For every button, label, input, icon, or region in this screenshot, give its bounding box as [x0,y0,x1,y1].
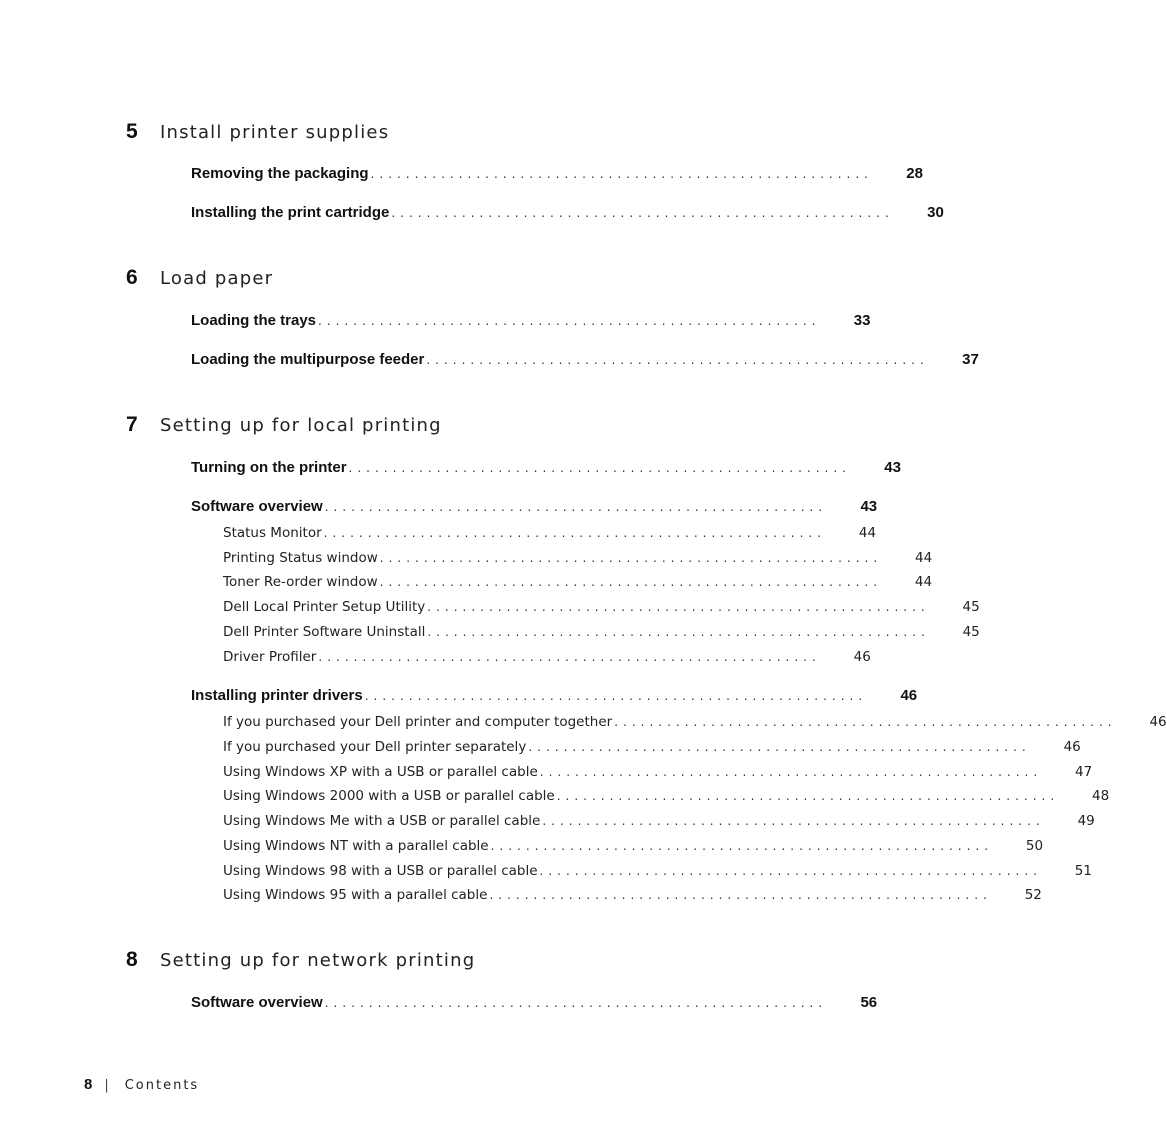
toc-subentry[interactable] [223,649,871,669]
chapter-title[interactable]: Setting up for local printing [160,415,442,436]
leader-dots: ......................................................... [364,689,868,703]
leader-dots: ......................................................... [539,765,1043,779]
toc-entry-label[interactable]: Installing the print cartridge [191,204,390,221]
toc-entry-label[interactable]: Loading the trays [191,312,317,329]
toc-subentry-page[interactable]: 48 [1091,788,1110,804]
toc-subentry-page[interactable]: 44 [914,574,933,590]
chapter-title[interactable]: Install printer supplies [160,122,390,143]
toc-subentry-label[interactable]: Using Windows Me with a USB or parallel cable [223,813,541,829]
chapter-number: 7 [126,413,138,436]
chapter-heading [126,413,442,441]
toc-subentry-label[interactable]: Using Windows 2000 with a USB or parallel cable [223,788,555,804]
leader-dots: ......................................................... [379,551,883,565]
footer-section-name: Contents [124,1078,200,1093]
page-footer [84,1076,199,1096]
toc-subentry[interactable] [223,624,980,644]
toc-subentry-page[interactable]: 47 [1075,764,1093,780]
toc-subentry[interactable] [223,838,1044,858]
leader-dots: ......................................................... [426,353,929,367]
leader-dots: ......................................................... [539,864,1042,878]
chapter-heading [126,120,389,148]
toc-subentry-label[interactable]: Dell Local Printer Setup Utility [223,599,426,615]
toc-entry-page[interactable]: 56 [860,994,878,1011]
toc-subentry-page[interactable]: 46 [853,649,871,665]
leader-dots: ......................................................... [556,789,1060,803]
leader-dots: ......................................................... [490,839,994,853]
toc-subentry-page[interactable]: 50 [1025,838,1044,854]
leader-dots: ......................................................... [489,888,992,902]
toc-subentry-label[interactable]: Using Windows 98 with a USB or parallel cable [223,863,538,879]
toc-subentry-page[interactable]: 46 [1149,714,1167,730]
toc-subentry[interactable] [223,739,1081,759]
toc-subentry[interactable] [223,788,1110,808]
toc-subentry[interactable] [223,714,1167,734]
footer-page-number: 8 [84,1076,93,1093]
chapter-number: 8 [126,948,138,971]
toc-entry-label[interactable]: Software overview [191,498,323,515]
toc-entry-page[interactable]: 28 [906,165,923,182]
leader-dots: ......................................................... [427,600,930,614]
footer-separator: | [104,1078,109,1093]
chapter-title[interactable]: Load paper [160,268,274,289]
toc-entry-label[interactable]: Software overview [191,994,323,1011]
leader-dots: ......................................................... [348,461,851,475]
toc-subentry[interactable] [223,525,877,545]
chapter-heading [126,948,475,976]
chapter-title[interactable]: Setting up for network printing [160,950,476,971]
leader-dots: ......................................................... [614,715,1117,729]
toc-entry-page[interactable]: 37 [962,351,979,368]
leader-dots: ......................................................... [528,740,1031,754]
toc-entry-page[interactable]: 30 [927,204,944,221]
toc-subentry-label[interactable]: Printing Status window [223,550,378,566]
toc-entry-page[interactable]: 43 [860,498,878,515]
toc-entry-page[interactable]: 46 [900,687,918,704]
leader-dots: ......................................................... [542,814,1045,828]
leader-dots: ......................................................... [370,167,873,181]
toc-subentry-page[interactable]: 44 [915,550,933,566]
chapter-number: 5 [126,120,138,143]
toc-subentry[interactable] [223,599,980,619]
leader-dots: ......................................................... [318,314,821,328]
toc-entry-page[interactable]: 43 [884,459,901,476]
toc-subentry-label[interactable]: Using Windows NT with a parallel cable [223,838,489,854]
toc-subentry[interactable] [223,813,1095,833]
toc-subentry-label[interactable]: Using Windows XP with a USB or parallel cable [223,764,538,780]
toc-subentry-label[interactable]: Dell Printer Software Uninstall [223,624,426,640]
toc-subentry-page[interactable]: 46 [1063,739,1081,755]
toc-subentry[interactable] [223,764,1093,784]
leader-dots: ......................................................... [324,500,828,514]
toc-subentry-label[interactable]: Status Monitor [223,525,322,541]
toc-subentry-page[interactable]: 52 [1024,887,1042,903]
toc-subentry[interactable] [223,574,933,594]
toc-entry[interactable] [191,459,901,479]
toc-entry[interactable] [191,165,923,185]
toc-subentry-page[interactable]: 45 [962,599,980,615]
chapter-heading [126,266,273,294]
toc-entry-label[interactable]: Removing the packaging [191,165,369,182]
chapter-number: 6 [126,266,138,289]
toc-subentry-page[interactable]: 45 [962,624,980,640]
leader-dots: ......................................................... [323,526,827,540]
toc-entry[interactable] [191,687,918,707]
toc-entry-label[interactable]: Turning on the printer [191,459,347,476]
toc-subentry-label[interactable]: Using Windows 95 with a parallel cable [223,887,488,903]
toc-entry[interactable] [191,994,878,1014]
toc-subentry[interactable] [223,863,1092,883]
toc-subentry-label[interactable]: If you purchased your Dell printer separately [223,739,527,755]
leader-dots: ......................................................... [379,575,883,589]
toc-entry[interactable] [191,498,878,518]
toc-subentry[interactable] [223,887,1042,907]
toc-entry-label[interactable]: Loading the multipurpose feeder [191,351,425,368]
toc-subentry-label[interactable]: Toner Re-order window [223,574,378,590]
toc-subentry[interactable] [223,550,933,570]
leader-dots: ......................................................... [391,206,894,220]
toc-subentry-page[interactable]: 49 [1077,813,1095,829]
toc-entry[interactable] [191,204,944,224]
leader-dots: ......................................................... [324,996,828,1010]
toc-entry[interactable] [191,312,871,332]
leader-dots: ......................................................... [427,625,930,639]
leader-dots: ......................................................... [318,650,821,664]
toc-subentry-label[interactable]: If you purchased your Dell printer and computer together [223,714,613,730]
toc-subentry-page[interactable]: 51 [1074,863,1092,879]
toc-subentry-page[interactable]: 44 [858,525,877,541]
toc-entry[interactable] [191,351,979,371]
toc-subentry-label[interactable]: Driver Profiler [223,649,317,665]
toc-entry-page[interactable]: 33 [853,312,871,329]
toc-entry-label[interactable]: Installing printer drivers [191,687,363,704]
